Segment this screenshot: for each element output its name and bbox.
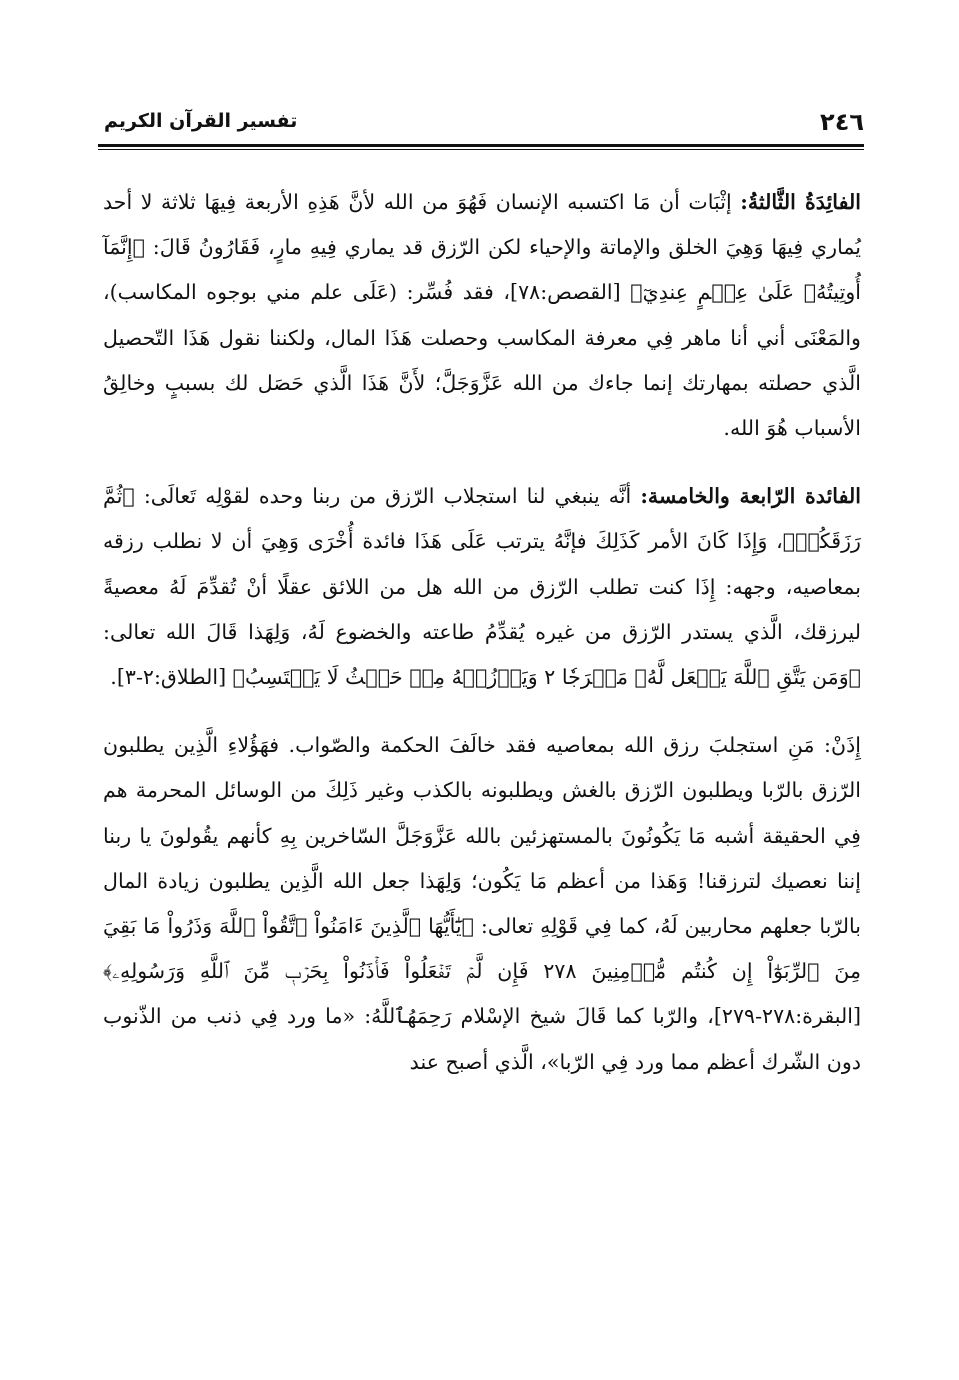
- book-title: تفسير القرآن الكريم: [104, 110, 298, 132]
- paragraph-text: إِذَنْ: مَنِ استجلبَ رزق الله بمعاصيه فقد خالَفَ الحكمة والصّواب. فهَؤُلاءِ الَّذِين يطلبون الرّزق بالرّبا ويطلبون الرّزق بالغش ويطلبونه بالكذب وغير ذَلِكَ من الوسائل المحرمة هم فِي الحقيقة أشبه مَا يَكُونُونَ بالمستهزئين بالله عَزَّوَجَلَّ السّاخرين بِهِ كأنهم يقُولونَ يا ربنا إننا نعصيك لترزقنا! وَهَذا من أعظم مَا يَكُون؛ وَلِهَذا جعل الله الَّذِين يطلبون زيادة المال بالرّبا جعلهم محاربين لَهُ، كما فِي قَوْلِهِ تعالى: ﴿يَٰٓأَيُّهَا ٱلَّذِينَ ءَامَنُواْ ٱتَّقُواْ ٱللَّهَ وَذَرُواْ مَا بَقِيَ مِنَ ٱلرِّبَوٰٓاْ إِن كُنتُم مُّؤۡمِنِينَ ٢٧٨ فَإِن لَّمۡ تَفۡعَلُواْ فَأۡذَنُواْ بِحَرۡبٖ مِّنَ ٱللَّهِ وَرَسُولِهِۦ﴾ [البقرة:٢٧٨-٢٧٩]، والرّبا كما قَالَ شيخ الإسْلام رَحِمَهُٱللَّهُ: «ما ورد فِي ذنب من الذّنوب دون الشّرك أعظم مما ورد فِي الرّبا»، الَّذي أصبح عند: [103, 733, 861, 1074]
- header-divider: [98, 144, 864, 150]
- paragraph-heading: الفائِدَةُ الثَّالثةُ:: [740, 190, 861, 214]
- paragraph-heading: الفائدة الرّابعة والخامسة:: [640, 484, 861, 509]
- paragraph-fourth-fifth-benefit: [103, 474, 861, 700]
- paragraph-text: أنَّه ينبغي لنا استجلاب الرّزق من ربنا وحده لقوْلِه تَعالَى: ﴿ثُمَّ رَزَقَكُمۡ﴾، وَإِذَا كَانَ الأمر كَذَلِكَ فإنَّهُ يترتب عَلَى هَذَا فائدة أُخْرَى وَهِيَ أن لا نطلب رزقه بمعاصيه، وجهه: إِذَا كنت تطلب الرّزق من الله هل من اللائق عقلًا أنْ تُقدِّمَ لَهُ معصيةً ليرزقك، الَّذي يستدر الرّزق من غيره يُقدِّمُ طاعته والخضوع لَهُ، وَلِهَذا قَالَ الله تعالى: ﴿وَمَن يَتَّقِ ٱللَّهَ يَجۡعَل لَّهُۥ مَخۡرَجٗا ٢ وَيَرۡزُقۡهُ مِنۡ حَيۡثُ لَا يَحۡتَسِبُ﴾ [الطلاق:٢-٣].: [103, 484, 861, 690]
- paragraph-text: إثْبَات أن مَا اكتسبه الإنسان فَهُوَ من الله لأنَّ هَذِهِ الأربعة فِيهَا ثلاثة لا أحد يُماري فِيهَا وَهِيَ الخلق والإماتة والإحياء لكن الرّزق قد يماري فِيهِ مارٍ، فَقَارُونُ قَالَ: ﴿إِنَّمَآ أُوتِيتُهُۥ عَلَىٰ عِلۡمٍ عِندِيٓ﴾ [القصص:٧٨]، فقد فُسِّر: (عَلَى علم مني بوجوه المكاسب)، والمَعْنَى أني أنا ماهر فِي معرفة المكاسب وحصلت هَذَا المال، ولكننا نقول هَذَا التّحصيل الَّذي حصلته بمهارتك إنما جاءك من الله عَزَّوَجَلَّ؛ لأَنَّ هَذَا الَّذي حَصَل لك بسببٍ وخالِقُ الأسباب هُوَ الله.: [103, 190, 862, 441]
- paragraph-conclusion: [103, 723, 861, 1085]
- page-body: [103, 180, 861, 1085]
- paragraph-third-benefit: [103, 180, 861, 451]
- page-number: ٢٤٦: [820, 108, 864, 136]
- page-header: [98, 102, 864, 146]
